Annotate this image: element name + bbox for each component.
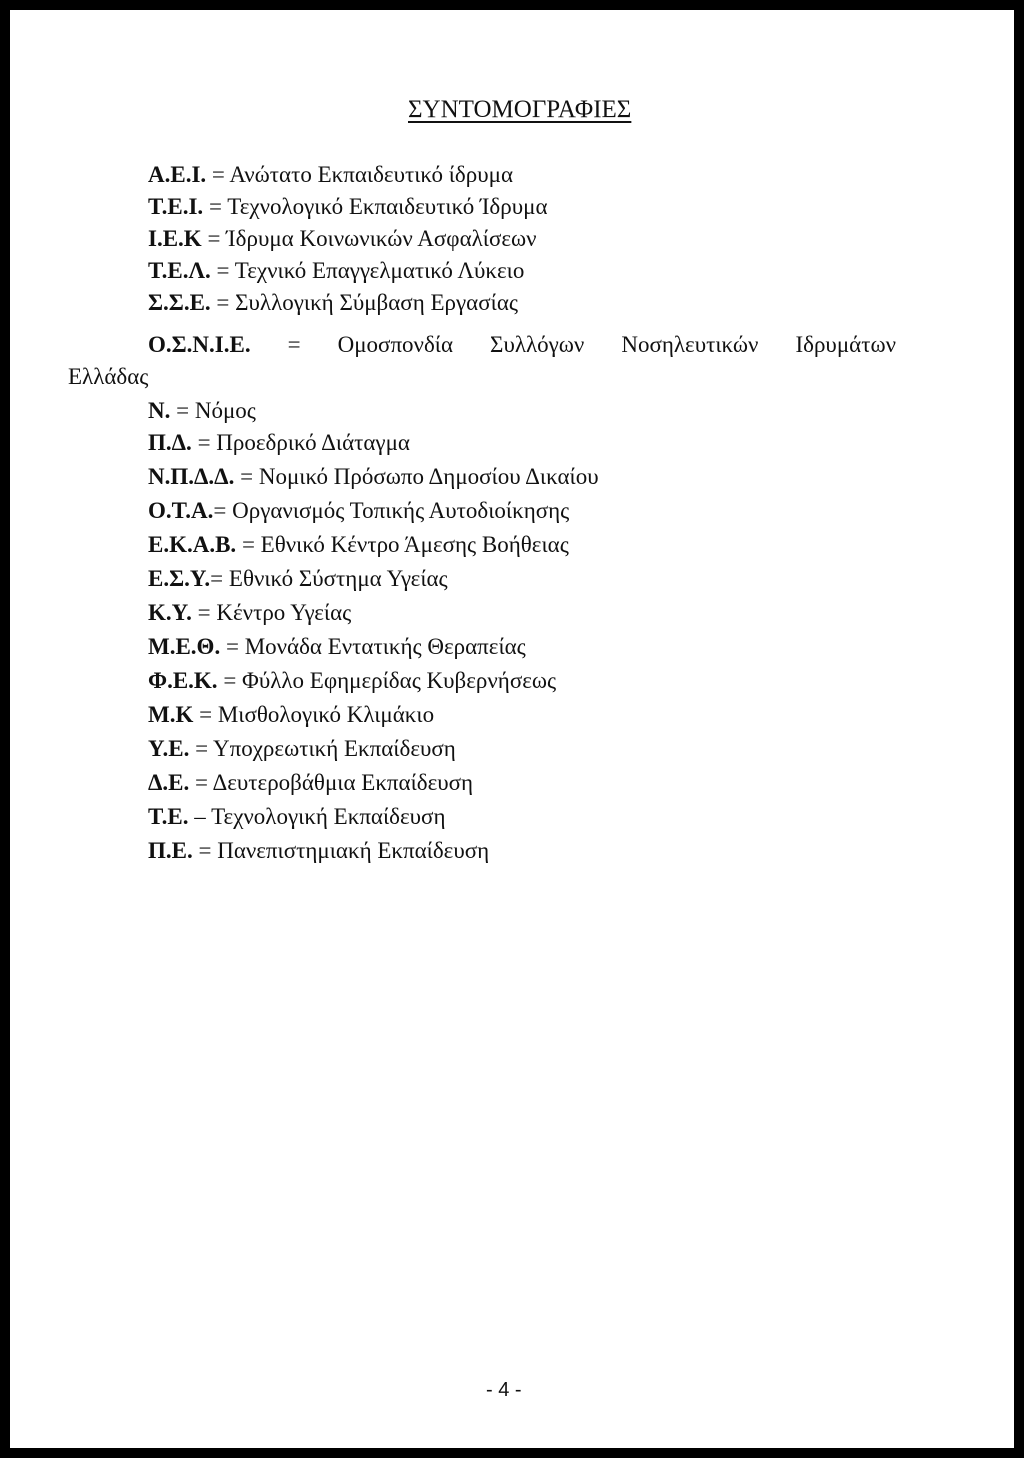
document-page	[10, 10, 1014, 1448]
separator: =	[236, 532, 261, 557]
separator: =	[189, 770, 213, 795]
separator: =	[201, 226, 227, 251]
separator: =	[210, 258, 235, 283]
abbreviation-entry-pd	[148, 431, 410, 454]
abbreviation: Σ.Σ.Ε.	[148, 290, 211, 315]
abbreviation: Ν.Π.Δ.Δ.	[148, 464, 235, 489]
abbreviation: Μ.Ε.Θ.	[148, 634, 221, 659]
abbreviation-entry-ekab	[148, 533, 569, 556]
abbreviation-entry-tel	[148, 259, 524, 282]
definition: Δευτεροβάθμια Εκπαίδευση	[212, 770, 474, 795]
definition-continuation: Ελλάδας	[68, 364, 149, 389]
abbreviation: Ο.Τ.Α.	[148, 498, 214, 523]
separator: =	[206, 162, 230, 187]
page-number: - 4 -	[486, 1379, 522, 1401]
abbreviation: Τ.Ε.Λ.	[148, 258, 211, 283]
abbreviation: Μ.Κ	[148, 702, 194, 727]
separator: =	[210, 566, 229, 591]
separator: =	[191, 430, 217, 455]
abbreviation-entry-tei	[148, 195, 548, 218]
abbreviation: Ε.Κ.Α.Β.	[148, 532, 237, 557]
separator: =	[193, 702, 218, 727]
definition: Κέντρο Υγείας	[216, 600, 352, 625]
definition: Ομοσπονδία Συλλόγων Νοσηλευτικών Ιδρυμάτων	[337, 332, 896, 357]
abbreviation-entry-ky	[148, 601, 351, 624]
abbreviation: Ι.Ε.Κ	[148, 226, 202, 251]
abbreviation: Φ.Ε.Κ.	[148, 668, 218, 693]
definition: Τεχνολογικό Εκπαιδευτικό Ίδρυμα	[227, 194, 548, 219]
separator: =	[213, 498, 233, 523]
abbreviation-entry-iek	[148, 227, 537, 250]
abbreviation: Π.Ε.	[148, 838, 193, 863]
abbreviation-entry-te	[148, 805, 445, 828]
separator: =	[170, 398, 195, 423]
abbreviation: Α.Ε.Ι.	[148, 162, 207, 187]
separator: =	[210, 290, 236, 315]
abbreviation: Κ.Υ.	[148, 600, 192, 625]
separator: =	[217, 668, 243, 693]
separator: =	[250, 332, 338, 357]
definition: Υποχρεωτική Εκπαίδευση	[213, 736, 456, 761]
definition: Νομικό Πρόσωπο Δημοσίου Δικαίου	[258, 464, 599, 489]
separator: =	[192, 838, 218, 863]
separator: =	[220, 634, 245, 659]
abbreviation-entry-esy	[148, 567, 448, 590]
definition: Ανώτατο Εκπαιδευτικό ίδρυμα	[229, 162, 513, 187]
definition: Τεχνικό Επαγγελματικό Λύκειο	[234, 258, 525, 283]
separator: –	[188, 804, 212, 829]
definition: Πανεπιστημιακή Εκπαίδευση	[217, 838, 490, 863]
abbreviation-entry-aei	[148, 163, 513, 186]
abbreviation: Τ.Ε.	[148, 804, 189, 829]
abbreviation: Ο.Σ.Ν.Ι.Ε.	[148, 332, 251, 357]
abbreviation-entry-meth	[148, 635, 526, 658]
definition: Εθνικό Κέντρο Άμεσης Βοήθειας	[260, 532, 569, 557]
abbreviation-entry-de	[148, 771, 473, 794]
abbreviation-entry-n	[148, 399, 256, 422]
page-title: ΣΥΝΤΟΜΟΓΡΑΦΙΕΣ	[408, 96, 632, 123]
definition: Νόμος	[194, 398, 256, 423]
abbreviation-entry-osnie	[148, 333, 896, 356]
definition: Οργανισμός Τοπικής Αυτοδιοίκησης	[232, 498, 570, 523]
abbreviation-entry-ye	[148, 737, 456, 760]
abbreviation: Ν.	[148, 398, 171, 423]
abbreviation: Δ.Ε.	[148, 770, 190, 795]
abbreviation-entry-npdd	[148, 465, 599, 488]
definition: Ίδρυμα Κοινωνικών Ασφαλίσεων	[226, 226, 537, 251]
abbreviation: Ε.Σ.Υ.	[148, 566, 211, 591]
separator: =	[203, 194, 228, 219]
definition: Τεχνολογική Εκπαίδευση	[211, 804, 446, 829]
abbreviation-entry-fek	[148, 669, 556, 692]
abbreviation-entry-sse	[148, 291, 518, 314]
definition: Εθνικό Σύστημα Υγείας	[228, 566, 448, 591]
definition: Μονάδα Εντατικής Θεραπείας	[244, 634, 526, 659]
abbreviation: Π.Δ.	[148, 430, 192, 455]
separator: =	[189, 736, 213, 761]
abbreviation: Τ.Ε.Ι.	[148, 194, 204, 219]
abbreviation-entry-ota	[148, 499, 569, 522]
abbreviation: Υ.Ε.	[148, 736, 190, 761]
definition: Συλλογική Σύμβαση Εργασίας	[235, 290, 518, 315]
separator: =	[234, 464, 259, 489]
definition: Προεδρικό Διάταγμα	[216, 430, 410, 455]
abbreviation-entry-pe	[148, 839, 489, 862]
separator: =	[191, 600, 217, 625]
definition: Μισθολογικό Κλιμάκιο	[217, 702, 435, 727]
abbreviation-entry-mk	[148, 703, 434, 726]
definition: Φύλλο Εφημερίδας Κυβερνήσεως	[242, 668, 557, 693]
